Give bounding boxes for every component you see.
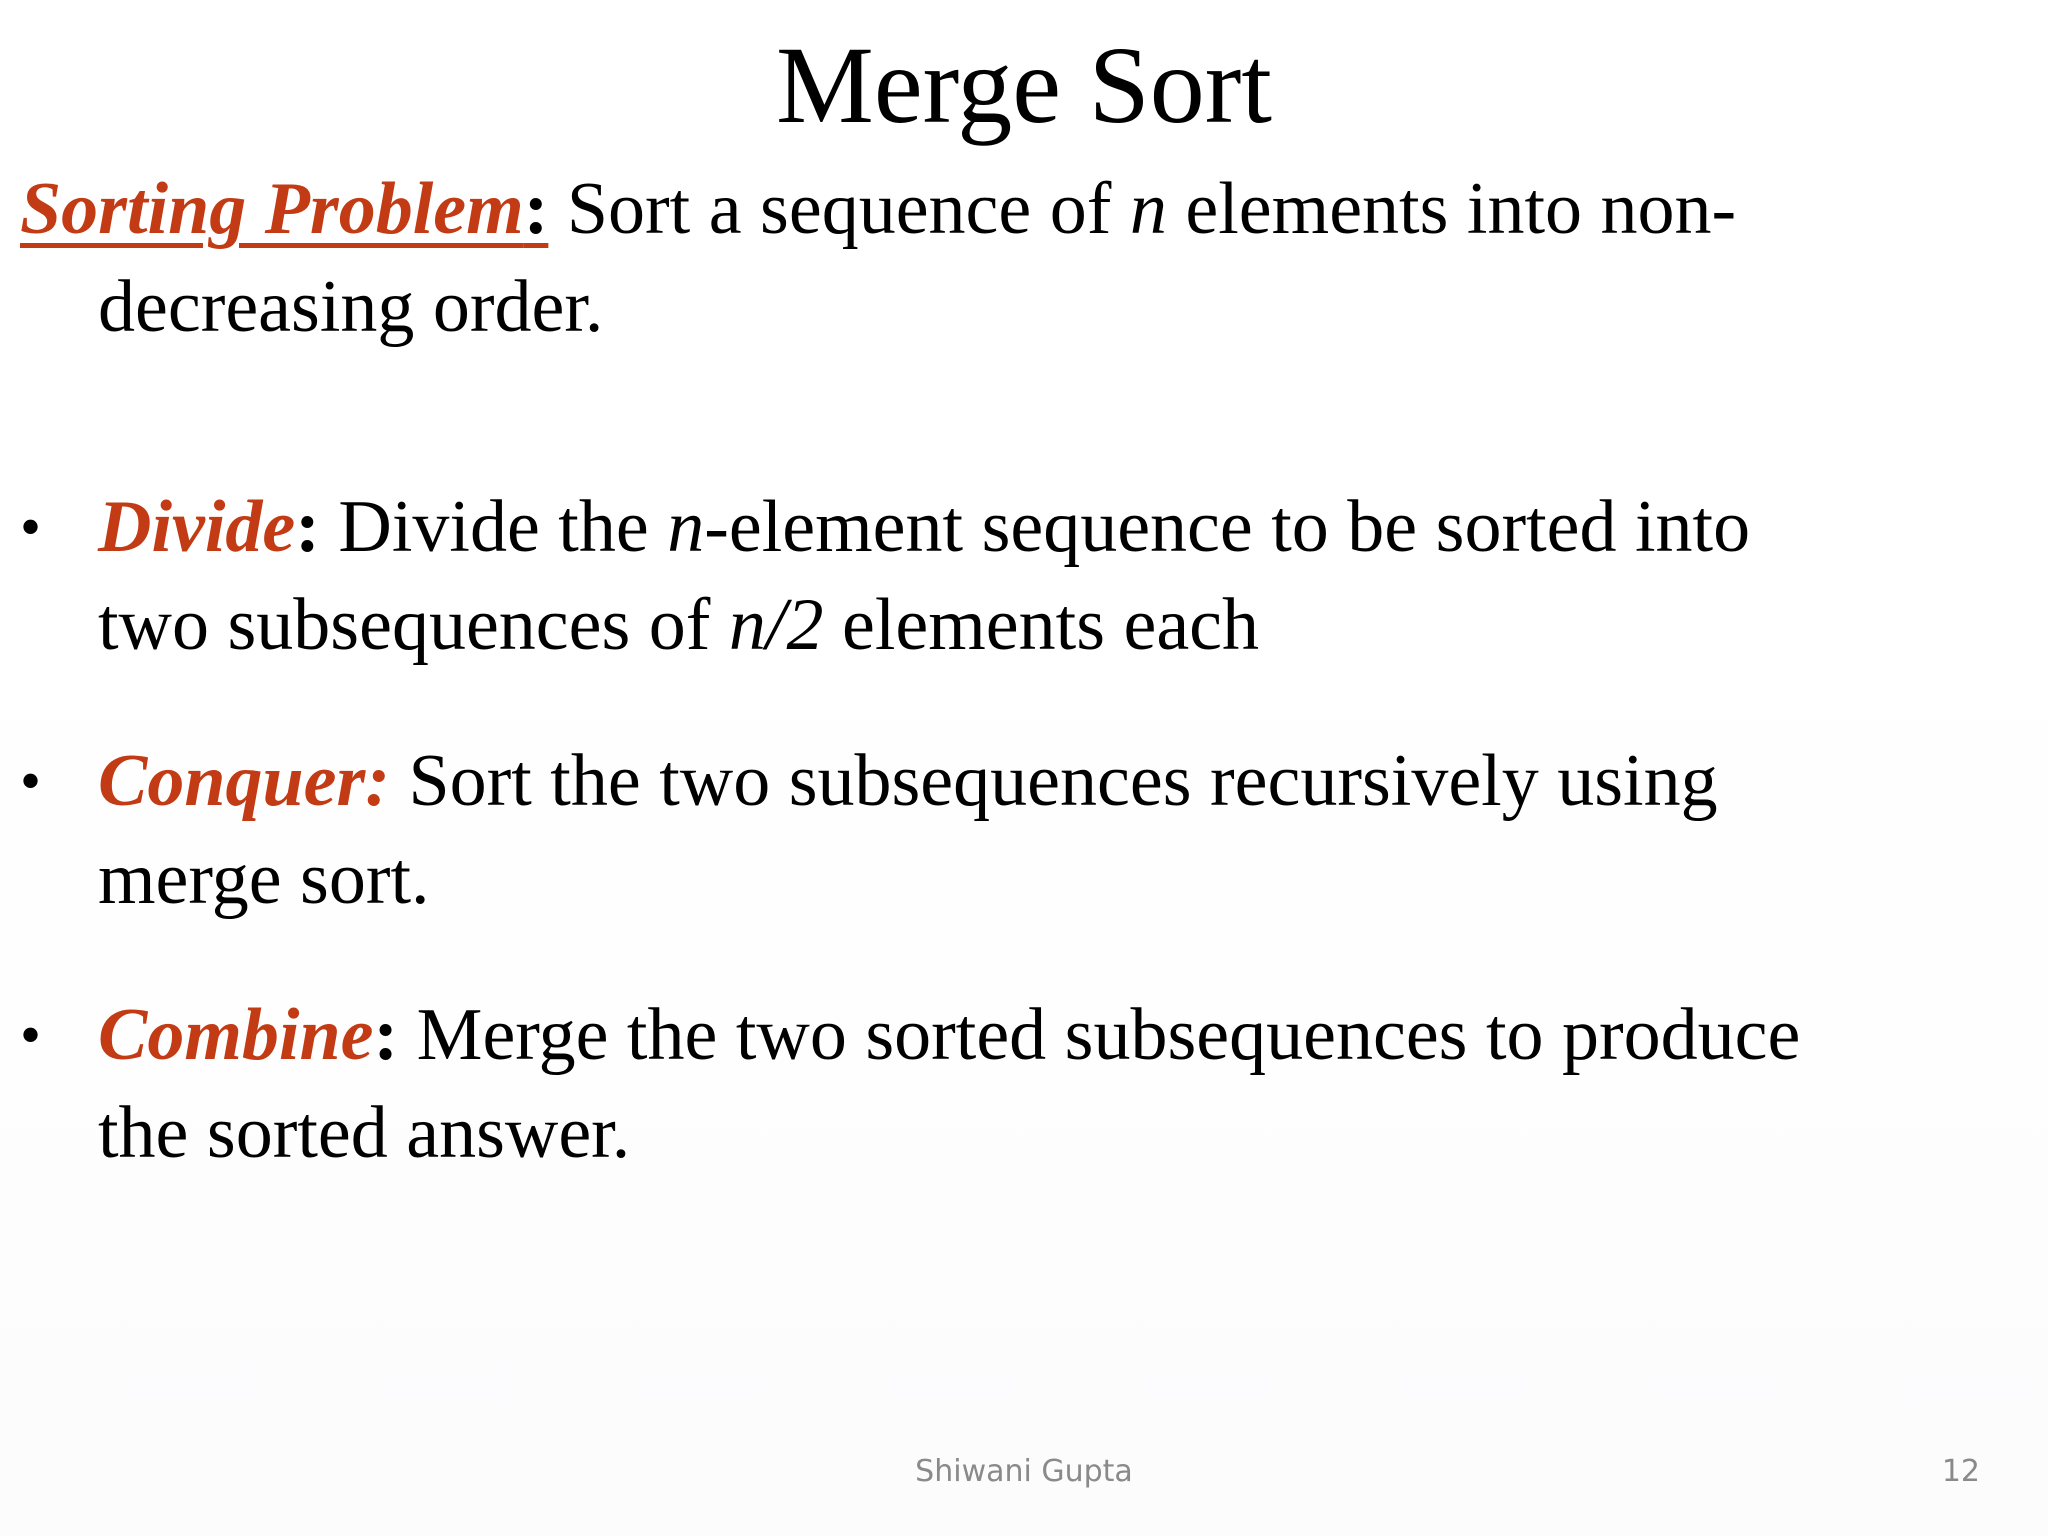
- bullet-conquer-line-2: merge sort.: [98, 838, 430, 920]
- combine-term: Combine: [98, 994, 374, 1076]
- bullet-combine-line-2: the sorted answer.: [98, 1092, 631, 1174]
- bullet-combine: [20, 986, 2000, 1182]
- conquer-text-a: Sort the two subsequences recursively using: [389, 740, 1718, 822]
- bullet-divide: [20, 478, 2000, 674]
- bullet-combine-text: [20, 986, 2000, 1182]
- intro-text-a: Sort a sequence of: [548, 168, 1130, 250]
- intro-line-2: decreasing order.: [98, 266, 604, 348]
- bullet-conquer: [20, 732, 2000, 928]
- bullet-conquer-text: [20, 732, 2000, 928]
- intro-var-n: n: [1129, 168, 1167, 250]
- intro-text-b: elements into non-: [1166, 168, 1737, 250]
- divide-term: Divide: [98, 486, 296, 568]
- conquer-term: Conquer:: [98, 740, 390, 822]
- bullet-divide-text: [20, 478, 2000, 674]
- bullet-dot: •: [20, 1002, 42, 1068]
- sorting-problem-colon: :: [523, 168, 549, 250]
- slide-title: Merge Sort: [776, 24, 1272, 146]
- intro-line-1: [20, 160, 1980, 258]
- footer-author: Shiwani Gupta: [915, 1454, 1133, 1489]
- combine-text-a: Merge the two sorted subsequences to produce: [398, 994, 1801, 1076]
- bullet-divide-line-1: [98, 478, 2000, 576]
- divide-line2-var: n/2: [728, 584, 824, 666]
- sorting-problem-term: Sorting Problem: [20, 168, 524, 250]
- bullet-combine-line-1: [98, 986, 2000, 1084]
- divide-text-a: Divide the: [319, 486, 668, 568]
- bullet-dot: •: [20, 494, 42, 560]
- bullet-dot: •: [20, 748, 42, 814]
- sorting-problem-statement: [20, 160, 1980, 356]
- divide-line2-a: two subsequences of: [98, 584, 729, 666]
- bullet-conquer-line-1: [98, 732, 2000, 830]
- footer-page-number: 12: [1941, 1454, 1980, 1489]
- divide-colon: :: [295, 486, 320, 568]
- divide-line2-b: elements each: [823, 584, 1260, 666]
- divide-var-n: n: [667, 486, 705, 568]
- combine-colon: :: [373, 994, 399, 1076]
- divide-text-b: -element sequence to be sorted into: [704, 486, 1751, 568]
- bullet-divide-line-2: [98, 576, 2000, 674]
